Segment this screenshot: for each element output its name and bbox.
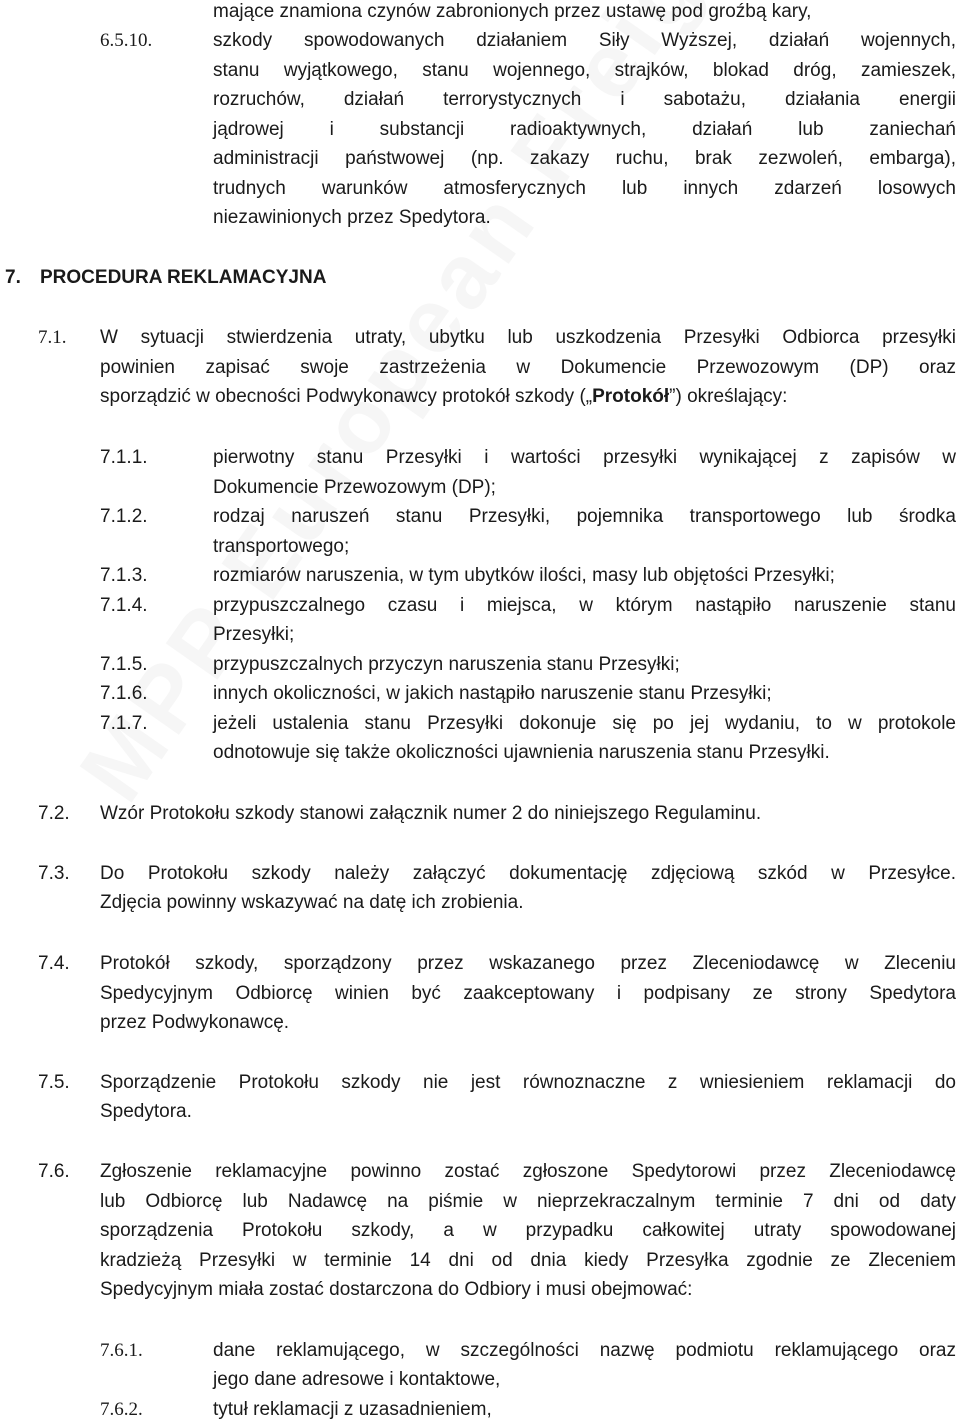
- text-segment: ”) określający:: [669, 386, 788, 407]
- paragraph-number: 7.3.: [38, 863, 70, 884]
- paragraph-line: Zdjęcia powinny wskazywać na datę ich zrobienia.: [100, 892, 524, 913]
- paragraph-number: 7.6.: [38, 1161, 70, 1182]
- paragraph-line: Spedycyjnym Odbiorcę winien być zaakceptowany i podpisany ze strony Spedytora: [100, 983, 956, 1004]
- paragraph-line: niezawinionych przez Spedytora.: [213, 207, 491, 228]
- subitem-line: transportowego;: [213, 536, 350, 557]
- subitem-line: jego dane adresowe i kontaktowe,: [213, 1369, 501, 1390]
- paragraph-line: administracji państwowej (np. zakazy ruchu, brak zezwoleń, embarga),: [213, 148, 956, 169]
- section-number: 7.: [5, 267, 21, 288]
- subitem-number: 7.1.1.: [100, 447, 148, 468]
- paragraph-line: [100, 385, 787, 409]
- paragraph-line: rozruchów, działań terrorystycznych i sabotażu, działania energii: [213, 89, 956, 110]
- paragraph-number: 7.4.: [38, 953, 70, 974]
- paragraph-line: Sporządzenie Protokołu szkody nie jest równoznaczne z wniesieniem reklamacji do: [100, 1072, 956, 1093]
- paragraph-line: Wzór Protokołu szkody stanowi załącznik numer 2 do niniejszego Regulaminu.: [100, 803, 762, 824]
- paragraph-line: lub Odbiorcę lub Nadawcę na piśmie w nieprzekraczalnym terminie 7 dni od daty: [100, 1191, 956, 1212]
- paragraph-line: Zgłoszenie reklamacyjne powinno zostać zgłoszone Spedytorowi przez Zleceniodawcę: [100, 1161, 956, 1182]
- paragraph-line: Protokół szkody, sporządzony przez wskazanego przez Zleceniodawcę w Zleceniu: [100, 953, 956, 974]
- subitem-line: rozmiarów naruszenia, w tym ubytków ilości, masy lub objętości Przesyłki;: [213, 565, 835, 586]
- paragraph-line: powinien zapisać swoje zastrzeżenia w Dokumencie Przewozowym (DP) oraz: [100, 357, 956, 378]
- subitem-number: 7.6.1.: [100, 1340, 143, 1361]
- paragraph-line: stanu wyjątkowego, stanu wojennego, strajków, blokad dróg, zamieszek,: [213, 60, 956, 81]
- item-number: 6.5.10.: [100, 30, 153, 51]
- subitem-line: przypuszczalnego czasu i miejsca, w którym nastąpiło naruszenie stanu: [213, 595, 956, 616]
- subitem-line: dane reklamującego, w szczególności nazwę podmiotu reklamującego oraz: [213, 1340, 956, 1361]
- paragraph-line: szkody spowodowanych działaniem Siły Wyższej, działań wojennych,: [213, 30, 956, 51]
- continuation-line: mające znamiona czynów zabronionych przez ustawę pod groźbą kary,: [213, 1, 812, 22]
- subitem-number: 7.6.2.: [100, 1399, 143, 1420]
- paragraph-line: Do Protokołu szkody należy załączyć dokumentację zdjęciową szkód w Przesyłce.: [100, 863, 956, 884]
- section-title: PROCEDURA REKLAMACYJNA: [40, 267, 327, 288]
- subitem-line: odnotowuje się także okoliczności ujawnienia naruszenia stanu Przesyłki.: [213, 742, 830, 763]
- subitem-line: pierwotny stanu Przesyłki i wartości przesyłki wynikającej z zapisów w: [213, 447, 956, 468]
- paragraph-line: W sytuacji stwierdzenia utraty, ubytku lub uszkodzenia Przesyłki Odbiorca przesyłki: [100, 327, 956, 348]
- paragraph-line: Spedycyjnym miała zostać dostarczona do Odbiory i musi obejmować:: [100, 1279, 693, 1300]
- subitem-number: 7.1.6.: [100, 683, 148, 704]
- subitem-line: jeżeli ustalenia stanu Przesyłki dokonuje się po jej wydaniu, to w protokole: [213, 713, 956, 734]
- paragraph-line: kradzieżą Przesyłki w terminie 14 dni od dnia kiedy Przesyłka zgodnie ze Zleceniem: [100, 1250, 956, 1271]
- subitem-line: Przesyłki;: [213, 624, 295, 645]
- subitem-line: innych okoliczności, w jakich nastąpiło naruszenie stanu Przesyłki;: [213, 683, 772, 704]
- paragraph-number: 7.1.: [38, 327, 67, 348]
- subitem-line: przypuszczalnych przyczyn naruszenia stanu Przesyłki;: [213, 654, 680, 675]
- subitem-line: tytuł reklamacji z uzasadnieniem,: [213, 1399, 492, 1420]
- subitem-number: 7.1.2.: [100, 506, 148, 527]
- paragraph-number: 7.5.: [38, 1072, 70, 1093]
- paragraph-line: trudnych warunków atmosferycznych lub innych zdarzeń losowych: [213, 178, 956, 199]
- paragraph-line: jądrowej i substancji radioaktywnych, działań lub zaniechań: [213, 119, 956, 140]
- subitem-number: 7.1.7.: [100, 713, 148, 734]
- subitem-line: Dokumencie Przewozowym (DP);: [213, 477, 496, 498]
- subitem-number: 7.1.5.: [100, 654, 148, 675]
- subitem-number: 7.1.4.: [100, 595, 148, 616]
- paragraph-line: sporządzenia Protokołu szkody, a w przypadku całkowitej utraty spowodowanej: [100, 1220, 956, 1241]
- paragraph-line: przez Podwykonawcę.: [100, 1012, 290, 1033]
- paragraph-line: Spedytora.: [100, 1101, 192, 1122]
- text-segment: sporządzić w obecności Podwykonawcy protokół szkody („: [100, 386, 593, 407]
- defined-term: Protokół: [592, 386, 670, 407]
- subitem-line: rodzaj naruszeń stanu Przesyłki, pojemnika transportowego lub środka: [213, 506, 956, 527]
- subitem-number: 7.1.3.: [100, 565, 148, 586]
- paragraph-number: 7.2.: [38, 803, 70, 824]
